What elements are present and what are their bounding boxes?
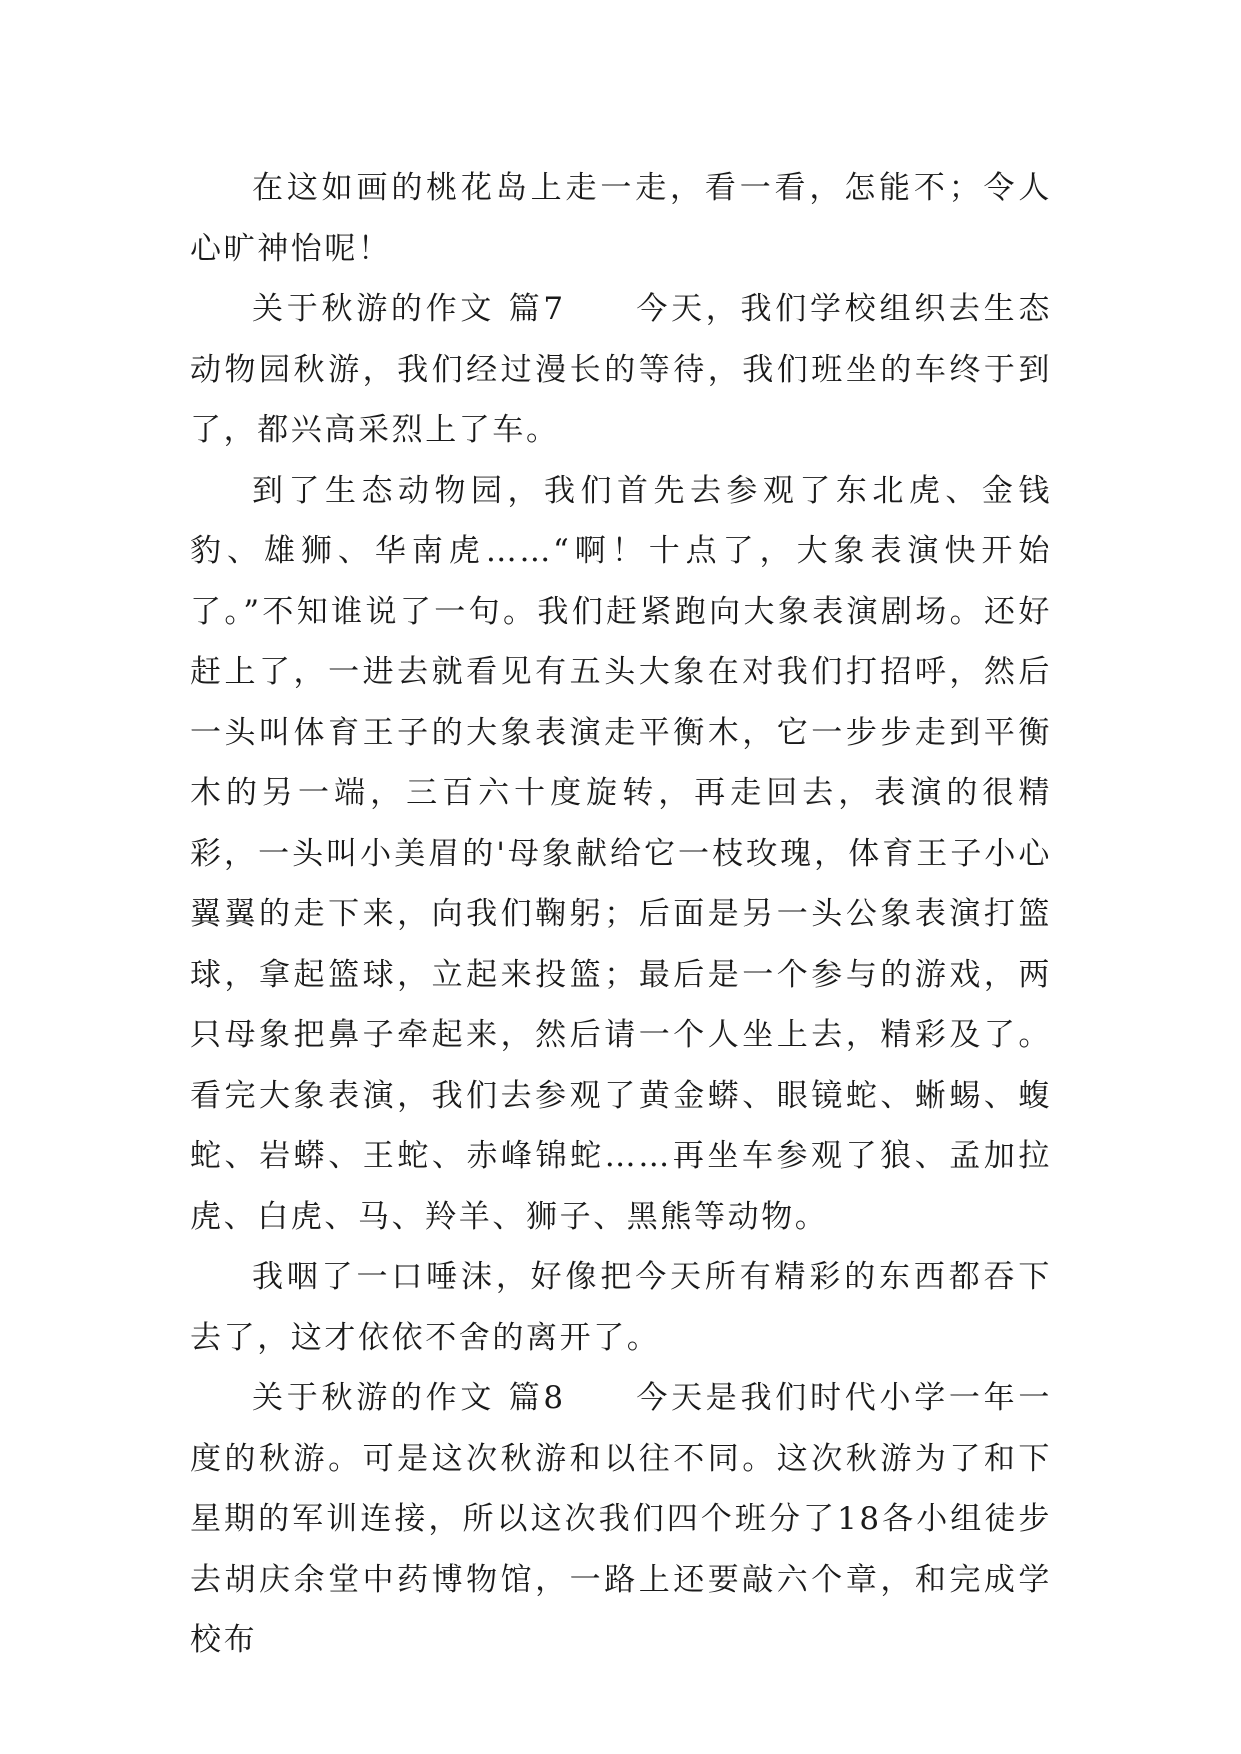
paragraph: 我咽了一口唾沫，好像把今天所有精彩的东西都吞下去了，这才依依不舍的离开了。 — [190, 1259, 1052, 1356]
paragraph: 关于秋游的作文 篇7 今天，我们学校组织去生态动物园秋游，我们经过漫长的等待，我们班坐的车终于到了，都兴高采烈上了车。 — [190, 291, 1052, 448]
document-body — [190, 158, 1052, 1671]
paragraph: 到了生态动物园，我们首先去参观了东北虎、金钱豹、雄狮、华南虎……“啊！十点了，大象表演快开始了。”不知谁说了一句。我们赶紧跑向大象表演剧场。还好赶上了，一进去就看见有五头大象在对我们打招呼，然后一头叫体育王子的大象表演走平衡木，它一步步走到平衡木的另一端，三百六十度旋转，再走回去，表演的很精彩，一头叫小美眉的'母象献给它一枝玫瑰，体育王子小心翼翼的走下来，向我们鞠躬；后面是另一头公象表演打篮球，拿起篮球，立起来投篮；最后是一个参与的游戏，两只母象把鼻子牵起来，然后请一个人坐上去，精彩及了。看完大象表演，我们去参观了黄金蟒、眼镜蛇、蜥蜴、蝮蛇、岩蟒、王蛇、赤峰锦蛇……再坐车参观了狼、孟加拉虎、白虎、马、羚羊、狮子、黑熊等动物。 — [190, 472, 1052, 1235]
paragraph: 在这如画的桃花岛上走一走，看一看，怎能不；令人心旷神怡呢！ — [190, 170, 1052, 267]
paragraph: 关于秋游的作文 篇8 今天是我们时代小学一年一度的秋游。可是这次秋游和以往不同。这次秋游为了和下星期的军训连接，所以这次我们四个班分了18各小组徒步去胡庆余堂中药博物馆，一路上还要敲六个章，和完成学校布 — [190, 1380, 1052, 1658]
